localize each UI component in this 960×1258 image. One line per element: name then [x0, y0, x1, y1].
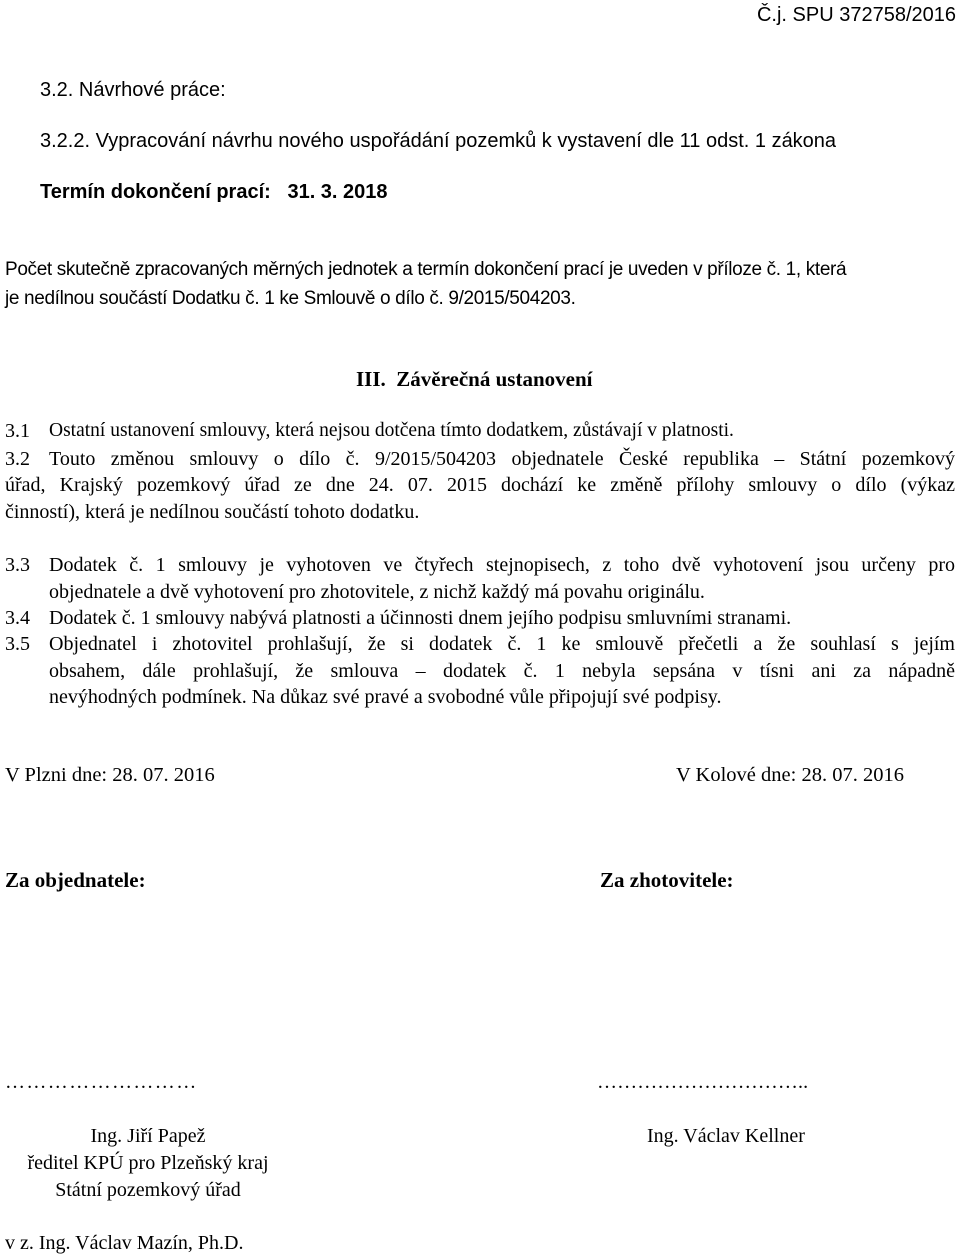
section-heading-final-provisions: III. Závěrečná ustanovení	[356, 367, 593, 391]
provision-line: činností), která je nedílnou součástí tohoto dodatku.	[5, 501, 420, 523]
provision-line: Dodatek č. 1 smlouvy nabývá platnosti a účinnosti dnem jejího podpisu smluvními stranami.	[49, 607, 792, 629]
provision-line: obsahem, dále prohlašují, že smlouva – dodatek č. 1 nebyla sepsána v tísni ani za nápadně	[49, 660, 955, 682]
provision-line: Objednatel i zhotovitel prohlašují, že si dodatek č. 1 ke smlouvě přečetli a že souhlasí s jejím	[49, 633, 955, 655]
provision-line: objednatele a dvě vyhotovení pro zhotovitele, z nichž každý má povahu originálu.	[49, 581, 705, 603]
provision-line: Touto změnou smlouvy o dílo č. 9/2015/504203 objednatele České republika – Státní pozemkový	[49, 448, 955, 470]
client-signature-label: Za objednatele:	[5, 868, 146, 892]
provision-line: nevýhodných podmínek. Na důkaz své pravé a svobodné vůle připojují své podpisy.	[49, 686, 722, 708]
client-signatory-name: Ing. Jiří Papež	[90, 1125, 206, 1147]
contractor-signature-label: Za zhotovitele:	[600, 868, 734, 892]
proxy-signatory: v z. Ing. Václav Mazín, Ph.D.	[5, 1232, 244, 1254]
provision-number: 3.2	[5, 448, 30, 470]
client-signature-line: ………………………	[5, 1071, 198, 1093]
completion-deadline: Termín dokončení prací: 31. 3. 2018	[40, 181, 388, 203]
contractor-place-date: V Kolové dne: 28. 07. 2016	[676, 764, 904, 786]
client-signatory-title: ředitel KPÚ pro Plzeňský kraj	[27, 1152, 269, 1174]
provision-number: 3.5	[5, 633, 30, 655]
contractor-signature-line: …………………………..	[597, 1071, 809, 1093]
provision-line: úřad, Krajský pozemkový úřad ze dne 24. 07. 2015 dochází ke změně přílohy smlouvy o dílo (výkaz	[5, 474, 955, 496]
document-reference-number: Č.j. SPU 372758/2016	[756, 4, 956, 26]
provision-number: 3.1	[5, 420, 30, 442]
design-works-item: 3.2.2. Vypracování návrhu nového uspořádání pozemků k vystavení dle 11 odst. 1 zákona	[40, 130, 837, 152]
client-place-date: V Plzni dne: 28. 07. 2016	[5, 764, 215, 786]
client-signatory-organization: Státní pozemkový úřad	[55, 1179, 241, 1201]
provision-number: 3.3	[5, 554, 30, 576]
provision-number: 3.4	[5, 607, 30, 629]
section-heading-design-works: 3.2. Návrhové práce:	[40, 79, 226, 101]
contractor-signatory-name: Ing. Václav Kellner	[647, 1125, 805, 1147]
provision-line: Ostatní ustanovení smlouvy, která nejsou dotčena tímto dodatkem, zůstávají v platnosti.	[49, 420, 734, 441]
design-works-note-line-1: Počet skutečně zpracovaných měrných jednotek a termín dokončení prací je uveden v příloze č. 1, která	[5, 259, 847, 280]
provision-line: Dodatek č. 1 smlouvy je vyhotoven ve čtyřech stejnopisech, z toho dvě vyhotovení jsou určeny pro	[49, 554, 955, 576]
design-works-note-line-2: je nedílnou součástí Dodatku č. 1 ke Smlouvě o dílo č. 9/2015/504203.	[5, 288, 576, 309]
